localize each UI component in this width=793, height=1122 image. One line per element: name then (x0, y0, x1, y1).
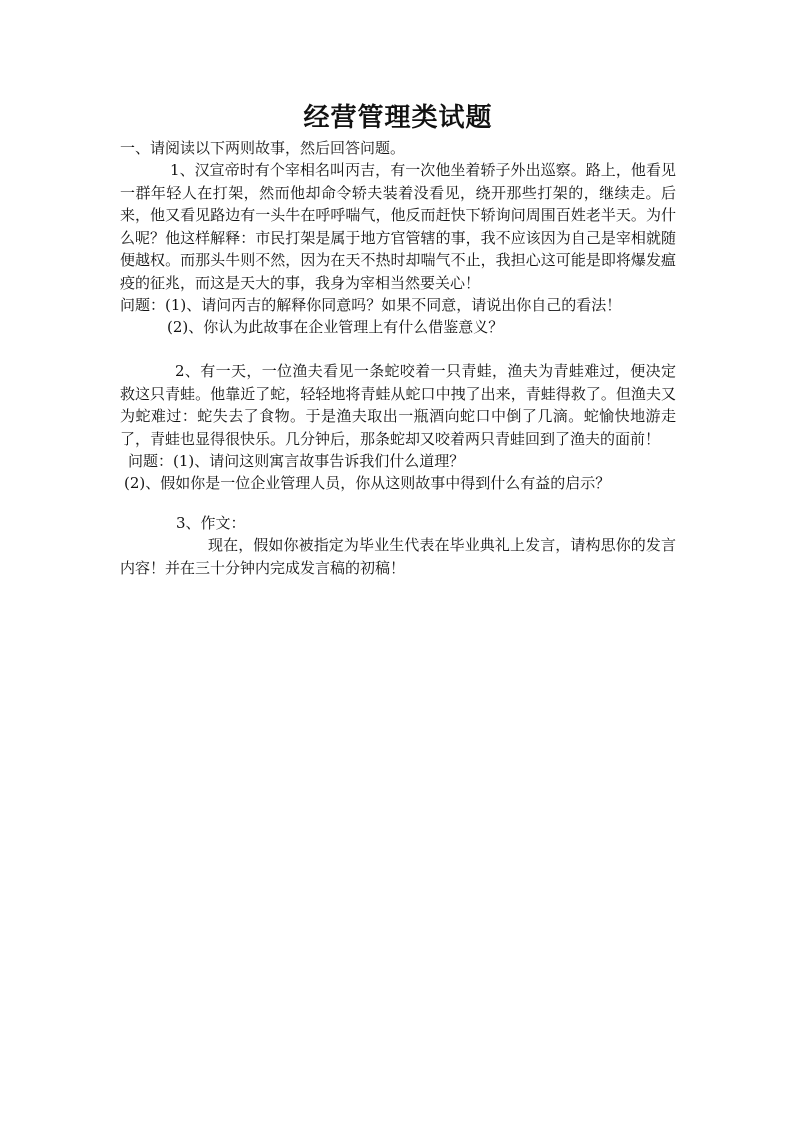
story-2-question-2: (2)、假如你是一位企业管理人员，你从这则故事中得到什么有益的启示？ (124, 474, 611, 492)
document-title: 经营管理类试题 (303, 103, 493, 133)
story-2-question-1: 问题：(1)、请问这则寓言故事告诉我们什么道理？ (128, 452, 465, 470)
spacer (120, 338, 676, 360)
spacer (120, 494, 676, 512)
essay-label: 3、作文： (176, 514, 246, 532)
story-1-text: 1、汉宣帝时有个宰相名叫丙吉，有一次他坐着轿子外出巡察。路上，他看见一群年轻人在打架，然而他却命令轿夫装着没看见，绕开那些打架的，继续走。后来，他又看见路边有一头牛在呼呼喘气，他反而赶快下轿询问周围百姓老半天。为什么呢？他这样解释：市民打架是属于地方官管辖的事，我不应该因为自己是宰相就随便越权。而那头牛则不然，因为在天不热时却喘气不止，我担心这可能是即将爆发瘟疫的征兆，而这是天大的事，我身为宰相当然要关心！ (120, 161, 676, 292)
essay-text: 现在，假如你被指定为毕业生代表在毕业典礼上发言，请构思你的发言内容！并在三十分钟内完成发言稿的初稿！ (120, 536, 676, 577)
story-2-text: 2、有一天，一位渔夫看见一条蛇咬着一只青蛙，渔夫为青蛙难过，便决定救这只青蛙。他靠近了蛇，轻轻地将青蛙从蛇口中拽了出来，青蛙得救了。但渔夫又为蛇难过：蛇失去了食物。于是渔夫取出一瓶酒向蛇口中倒了几滴。蛇愉快地游走了，青蛙也显得很快乐。几分钟后，那条蛇却又咬着两只青蛙回到了渔夫的面前！ (120, 362, 676, 448)
story-1-question-2: (2)、你认为此故事在企业管理上有什么借鉴意义？ (167, 318, 504, 336)
document-content (120, 100, 676, 579)
section-instruction: 一、请阅读以下两则故事，然后回答问题。 (120, 139, 406, 157)
story-1-question-1: 问题：(1)、请问丙吉的解释你同意吗？如果不同意，请说出你自己的看法！ (120, 296, 622, 314)
